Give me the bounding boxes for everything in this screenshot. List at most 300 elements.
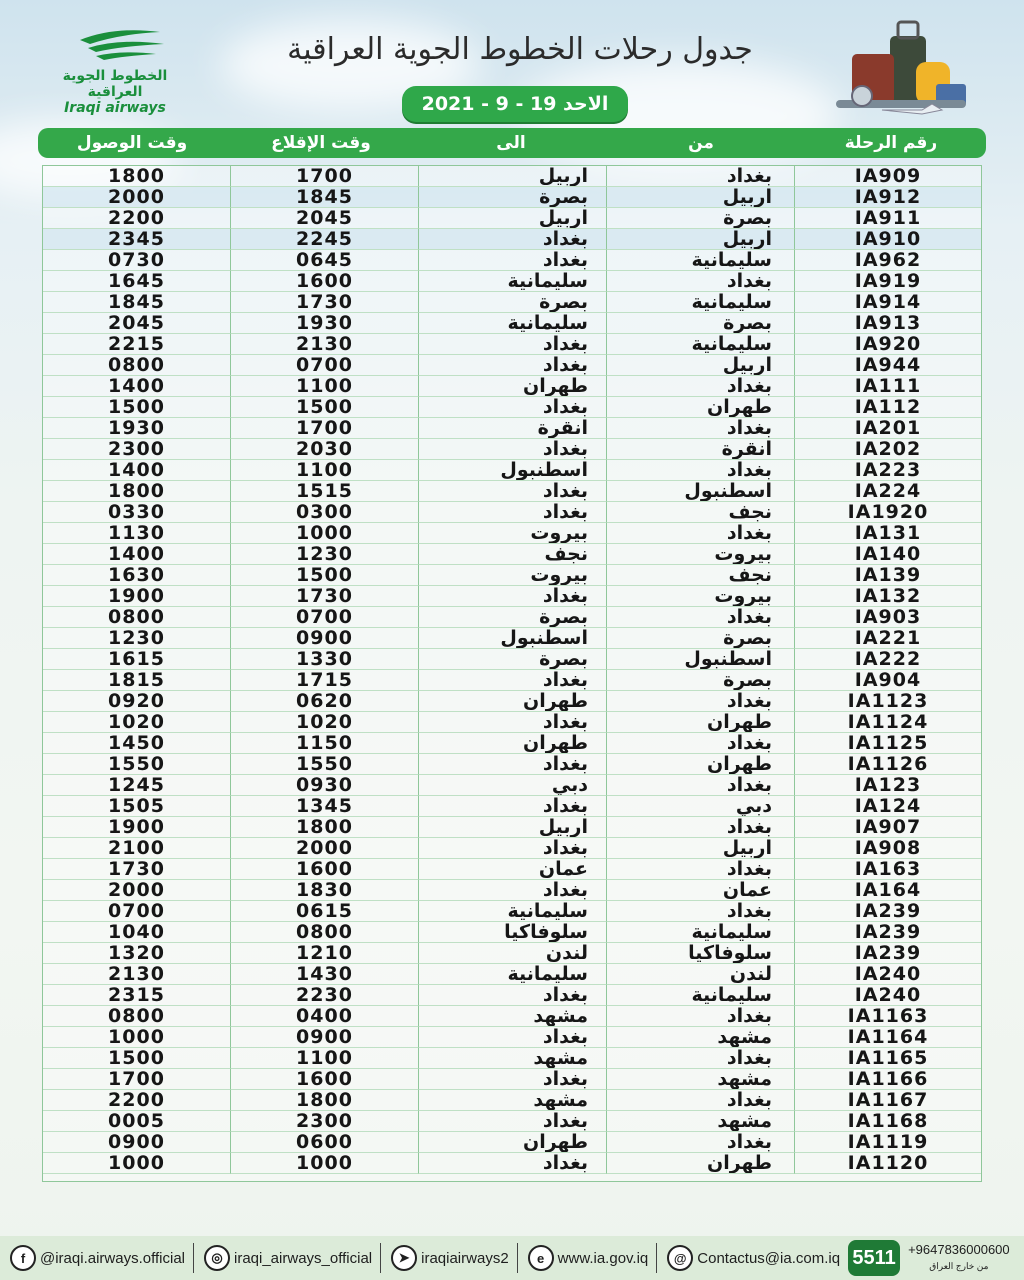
column-to: الى [496,133,526,153]
table-row [43,271,981,292]
departure-cell: 1230 [230,544,418,565]
arrival-cell: 0800 [43,1006,230,1027]
departure-cell: 0800 [230,922,418,943]
arrival-cell: 0800 [43,607,230,628]
facebook-icon: f [10,1245,36,1271]
facebook-link[interactable] [10,1245,185,1271]
facebook-handle: @iraqi.airways.official [40,1249,185,1267]
from-cell: بصرة [606,670,794,691]
from-cell: بغداد [606,166,794,187]
departure-cell: 2130 [230,334,418,355]
flight-number-cell: IA1126 [794,754,981,775]
flight-number-cell: IA124 [794,796,981,817]
table-row [43,628,981,649]
to-cell: بغداد [418,1027,606,1048]
arrival-cell: 2315 [43,985,230,1006]
from-cell: بغداد [606,460,794,481]
arrival-cell: 2130 [43,964,230,985]
to-cell: بغداد [418,334,606,355]
table-row [43,796,981,817]
table-row [43,1069,981,1090]
departure-cell: 1700 [230,418,418,439]
phone-number: +9647836000600 [908,1242,1010,1257]
email-address: Contactus@ia.com.iq [697,1249,841,1267]
departure-cell: 1330 [230,649,418,670]
table-row [43,880,981,901]
arrival-cell: 2000 [43,187,230,208]
table-row [43,817,981,838]
arrival-cell: 1505 [43,796,230,817]
from-cell: مشهد [606,1069,794,1090]
departure-cell: 1800 [230,1090,418,1111]
departure-cell: 1430 [230,964,418,985]
table-row [43,397,981,418]
instagram-handle: iraqi_airways_official [234,1249,373,1267]
to-cell: سليمانية [418,964,606,985]
to-cell: بصرة [418,187,606,208]
table-row [43,229,981,250]
from-cell: بغداد [606,775,794,796]
table-row [43,313,981,334]
table-row [43,985,981,1006]
table-row [43,544,981,565]
arrival-cell: 2045 [43,313,230,334]
to-cell: بغداد [418,880,606,901]
logo-english-text: Iraqi airways [64,100,166,116]
flight-number-cell: IA1123 [794,691,981,712]
arrival-cell: 1400 [43,544,230,565]
arrival-cell: 1130 [43,523,230,544]
to-cell: بغداد [418,397,606,418]
departure-cell: 0620 [230,691,418,712]
table-row [43,1048,981,1069]
flight-number-cell: IA920 [794,334,981,355]
arrival-cell: 1730 [43,859,230,880]
to-cell: لندن [418,943,606,964]
phone-block[interactable] [908,1242,1010,1274]
table-row [43,187,981,208]
arrival-cell: 0920 [43,691,230,712]
to-cell: بيروت [418,523,606,544]
departure-cell: 1700 [230,166,418,187]
departure-cell: 1000 [230,1153,418,1174]
from-cell: اسطنبول [606,481,794,502]
to-cell: اربيل [418,166,606,187]
flight-number-cell: IA1920 [794,502,981,523]
departure-cell: 1550 [230,754,418,775]
to-cell: اسطنبول [418,460,606,481]
departure-cell: 1845 [230,187,418,208]
to-cell: اسطنبول [418,628,606,649]
table-row [43,586,981,607]
from-cell: بغداد [606,691,794,712]
from-cell: بغداد [606,523,794,544]
arrival-cell: 1320 [43,943,230,964]
bird-logo-icon [60,26,170,66]
departure-cell: 2300 [230,1111,418,1132]
from-cell: بغداد [606,1048,794,1069]
from-cell: بغداد [606,733,794,754]
arrival-cell: 1500 [43,397,230,418]
arrival-cell: 1000 [43,1153,230,1174]
from-cell: دبي [606,796,794,817]
table-row [43,376,981,397]
column-flight-number: رقم الرحلة [844,133,938,153]
from-cell: عمان [606,880,794,901]
departure-cell: 1100 [230,1048,418,1069]
arrival-cell: 2300 [43,439,230,460]
flight-number-cell: IA111 [794,376,981,397]
to-cell: سليمانية [418,901,606,922]
departure-cell: 1345 [230,796,418,817]
from-cell: نجف [606,565,794,586]
departure-cell: 1150 [230,733,418,754]
to-cell: بغداد [418,796,606,817]
departure-cell: 1020 [230,712,418,733]
arrival-cell: 2200 [43,1090,230,1111]
from-cell: لندن [606,964,794,985]
to-cell: مشهد [418,1006,606,1027]
from-cell: بغداد [606,1006,794,1027]
departure-cell: 1600 [230,859,418,880]
to-cell: اربيل [418,208,606,229]
departure-cell: 1600 [230,1069,418,1090]
departure-cell: 0900 [230,1027,418,1048]
departure-cell: 1600 [230,271,418,292]
column-departure: وقت الإقلاع [271,133,371,153]
arrival-cell: 1450 [43,733,230,754]
departure-cell: 1515 [230,481,418,502]
flight-number-cell: IA1165 [794,1048,981,1069]
departure-cell: 0700 [230,607,418,628]
to-cell: طهران [418,1132,606,1153]
from-cell: طهران [606,754,794,775]
from-cell: بغداد [606,376,794,397]
from-cell: سليمانية [606,292,794,313]
from-cell: بغداد [606,1132,794,1153]
flight-number-cell: IA112 [794,397,981,418]
logo-arabic-text: الخطوط الجوية العراقية [62,68,168,100]
to-cell: بغداد [418,481,606,502]
table-row [43,901,981,922]
from-cell: بغداد [606,901,794,922]
to-cell: بيروت [418,565,606,586]
from-cell: طهران [606,1153,794,1174]
flight-number-cell: IA913 [794,313,981,334]
table-row [43,964,981,985]
departure-cell: 2030 [230,439,418,460]
arrival-cell: 0700 [43,901,230,922]
instagram-link[interactable] [204,1245,372,1271]
arrival-cell: 1930 [43,418,230,439]
departure-cell: 1730 [230,292,418,313]
to-cell: بغداد [418,586,606,607]
column-arrival: وقت الوصول [76,133,188,153]
from-cell: طهران [606,397,794,418]
arrival-cell: 1500 [43,1048,230,1069]
from-cell: اربيل [606,838,794,859]
flight-number-cell: IA962 [794,250,981,271]
website-url: www.ia.gov.iq [557,1249,649,1267]
flight-number-cell: IA903 [794,607,981,628]
flight-number-cell: IA240 [794,985,981,1006]
to-cell: بغداد [418,985,606,1006]
flight-number-cell: IA907 [794,817,981,838]
arrival-cell: 1845 [43,292,230,313]
arrival-cell: 0900 [43,1132,230,1153]
flight-number-cell: IA201 [794,418,981,439]
departure-cell: 0900 [230,628,418,649]
to-cell: مشهد [418,1048,606,1069]
footer-contact-bar [0,1236,1024,1280]
flight-number-cell: IA239 [794,922,981,943]
table-row [43,565,981,586]
globe-icon: e [528,1245,554,1271]
to-cell: بصرة [418,607,606,628]
flight-number-cell: IA202 [794,439,981,460]
table-row [43,775,981,796]
table-row [43,1111,981,1132]
from-cell: بغداد [606,607,794,628]
hotline-badge[interactable]: 5511 [848,1240,900,1276]
from-cell: بغداد [606,859,794,880]
from-cell: بغداد [606,418,794,439]
arrival-cell: 1900 [43,586,230,607]
table-row [43,649,981,670]
from-cell: بغداد [606,1090,794,1111]
table-row [43,670,981,691]
table-row [43,355,981,376]
table-header [38,128,986,158]
table-row [43,418,981,439]
to-cell: بغداد [418,838,606,859]
arrival-cell: 1630 [43,565,230,586]
to-cell: بغداد [418,502,606,523]
from-cell: طهران [606,712,794,733]
arrival-cell: 2200 [43,208,230,229]
table-row [43,502,981,523]
from-cell: بصرة [606,208,794,229]
arrival-cell: 1020 [43,712,230,733]
website-link[interactable] [528,1245,649,1271]
departure-cell: 1730 [230,586,418,607]
arrival-cell: 2100 [43,838,230,859]
from-cell: اربيل [606,355,794,376]
flight-number-cell: IA914 [794,292,981,313]
arrival-cell: 1800 [43,166,230,187]
flight-number-cell: IA239 [794,943,981,964]
departure-cell: 2045 [230,208,418,229]
arrival-cell: 1645 [43,271,230,292]
table-row [43,1132,981,1153]
to-cell: بغداد [418,1153,606,1174]
flight-number-cell: IA131 [794,523,981,544]
arrival-cell: 1400 [43,376,230,397]
arrival-cell: 1000 [43,1027,230,1048]
departure-cell: 1830 [230,880,418,901]
flight-number-cell: IA904 [794,670,981,691]
to-cell: بصرة [418,292,606,313]
departure-cell: 2245 [230,229,418,250]
arrival-cell: 0330 [43,502,230,523]
departure-cell: 0400 [230,1006,418,1027]
to-cell: سليمانية [418,313,606,334]
from-cell: اربيل [606,187,794,208]
departure-cell: 0600 [230,1132,418,1153]
date-badge: الاحد 19 - 9 - 2021 [402,86,628,122]
table-row [43,523,981,544]
table-row [43,481,981,502]
flight-number-cell: IA1125 [794,733,981,754]
departure-cell: 1800 [230,817,418,838]
flight-number-cell: IA1167 [794,1090,981,1111]
to-cell: بغداد [418,1069,606,1090]
table-row [43,733,981,754]
departure-cell: 0700 [230,355,418,376]
email-link[interactable] [667,1245,840,1271]
from-cell: سليمانية [606,250,794,271]
table-row [43,1006,981,1027]
from-cell: بصرة [606,313,794,334]
flight-number-cell: IA123 [794,775,981,796]
from-cell: بيروت [606,586,794,607]
arrival-cell: 2345 [43,229,230,250]
departure-cell: 1500 [230,565,418,586]
from-cell: بغداد [606,817,794,838]
flight-number-cell: IA164 [794,880,981,901]
flight-number-cell: IA221 [794,628,981,649]
to-cell: طهران [418,376,606,397]
from-cell: بصرة [606,628,794,649]
table-row [43,691,981,712]
iraqi-airways-logo [40,26,190,116]
table-row [43,838,981,859]
table-row [43,922,981,943]
departure-cell: 1100 [230,460,418,481]
flight-number-cell: IA1119 [794,1132,981,1153]
flight-number-cell: IA908 [794,838,981,859]
flight-number-cell: IA1124 [794,712,981,733]
from-cell: سليمانية [606,922,794,943]
telegram-handle: iraqiairways2 [421,1249,509,1267]
departure-cell: 2000 [230,838,418,859]
instagram-icon: ◎ [204,1245,230,1271]
to-cell: سليمانية [418,271,606,292]
flight-number-cell: IA910 [794,229,981,250]
flight-number-cell: IA912 [794,187,981,208]
from-cell: بغداد [606,271,794,292]
flight-number-cell: IA944 [794,355,981,376]
to-cell: انقرة [418,418,606,439]
phone-note: من خارج العراق [929,1261,989,1271]
to-cell: بغداد [418,439,606,460]
flight-number-cell: IA1164 [794,1027,981,1048]
departure-cell: 1500 [230,397,418,418]
flight-number-cell: IA1163 [794,1006,981,1027]
arrival-cell: 1900 [43,817,230,838]
flight-number-cell: IA139 [794,565,981,586]
table-row [43,859,981,880]
from-cell: سلوفاكيا [606,943,794,964]
to-cell: بغداد [418,712,606,733]
to-cell: طهران [418,691,606,712]
to-cell: مشهد [418,1090,606,1111]
to-cell: بغداد [418,1111,606,1132]
to-cell: بغداد [418,670,606,691]
arrival-cell: 1245 [43,775,230,796]
departure-cell: 2230 [230,985,418,1006]
arrival-cell: 1800 [43,481,230,502]
table-row [43,250,981,271]
arrival-cell: 1615 [43,649,230,670]
to-cell: بغداد [418,229,606,250]
flight-number-cell: IA224 [794,481,981,502]
telegram-link[interactable] [391,1245,509,1271]
arrival-cell: 0730 [43,250,230,271]
flight-number-cell: IA911 [794,208,981,229]
flight-number-cell: IA919 [794,271,981,292]
arrival-cell: 1040 [43,922,230,943]
flight-number-cell: IA239 [794,901,981,922]
flight-number-cell: IA222 [794,649,981,670]
flight-number-cell: IA909 [794,166,981,187]
from-cell: مشهد [606,1027,794,1048]
flight-number-cell: IA132 [794,586,981,607]
table-row [43,166,981,187]
departure-cell: 1100 [230,376,418,397]
arrival-cell: 0800 [43,355,230,376]
departure-cell: 0645 [230,250,418,271]
to-cell: اربيل [418,817,606,838]
to-cell: بغداد [418,754,606,775]
to-cell: بغداد [418,355,606,376]
flight-number-cell: IA223 [794,460,981,481]
table-row [43,1090,981,1111]
arrival-cell: 2000 [43,880,230,901]
to-cell: عمان [418,859,606,880]
column-from: من [688,133,714,153]
table-row [43,208,981,229]
departure-cell: 0300 [230,502,418,523]
from-cell: سليمانية [606,985,794,1006]
from-cell: مشهد [606,1111,794,1132]
flight-number-cell: IA1168 [794,1111,981,1132]
page-title: جدول رحلات الخطوط الجوية العراقية [287,32,753,67]
to-cell: طهران [418,733,606,754]
from-cell: نجف [606,502,794,523]
table-row [43,1027,981,1048]
from-cell: اسطنبول [606,649,794,670]
table-row [43,943,981,964]
flight-schedule-table [42,165,982,1182]
from-cell: سليمانية [606,334,794,355]
to-cell: بصرة [418,649,606,670]
table-row [43,292,981,313]
arrival-cell: 1550 [43,754,230,775]
flight-number-cell: IA1166 [794,1069,981,1090]
from-cell: بيروت [606,544,794,565]
arrival-cell: 1400 [43,460,230,481]
to-cell: نجف [418,544,606,565]
to-cell: بغداد [418,250,606,271]
arrival-cell: 2215 [43,334,230,355]
telegram-icon: ➤ [391,1245,417,1271]
from-cell: اربيل [606,229,794,250]
departure-cell: 1000 [230,523,418,544]
arrival-cell: 1700 [43,1069,230,1090]
flight-number-cell: IA163 [794,859,981,880]
email-icon: @ [667,1245,693,1271]
